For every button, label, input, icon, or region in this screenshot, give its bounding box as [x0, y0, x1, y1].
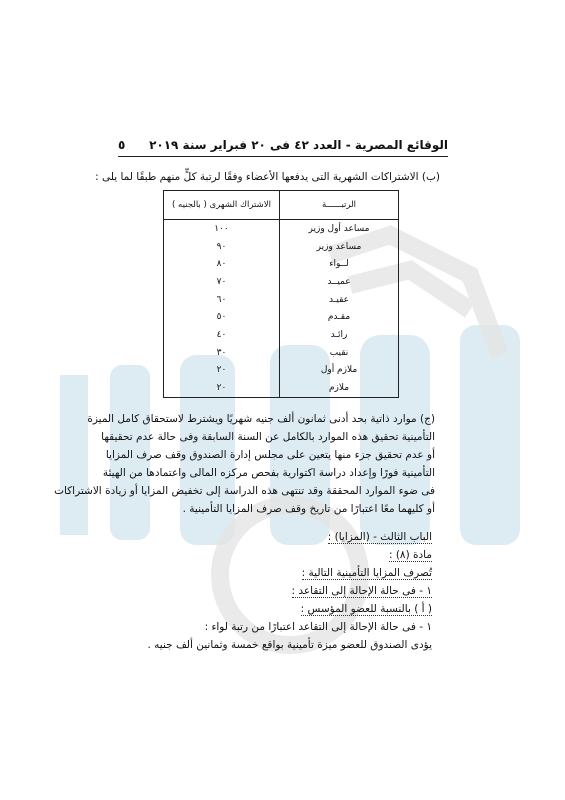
table-row — [164, 238, 399, 256]
rank-cell: عقيـد — [280, 291, 399, 309]
item-1: ١ - فى حالة الإحالة إلى التقاعد : — [291, 585, 432, 597]
subscriptions-intro: (ب) الاشتراكات الشهرية التى يدفعها الأعضاء وفقًا لرتبة كلٍّ منهم طبقًا لما يلى : — [95, 171, 440, 183]
amount-cell: ٥٠ — [164, 308, 280, 326]
table-header-row — [164, 191, 399, 220]
table-row — [164, 255, 399, 273]
table-row — [164, 291, 399, 309]
table-row — [164, 326, 399, 344]
clause-c-line: التأمينية فورًا وإعداد دراسة اكتوارية بفحص مركزه المالى واعتمادها من الهيئة — [102, 467, 435, 479]
running-title: الوقائع المصرية - العدد ٤٢ فى ٢٠ فبراير سنة ٢٠١٩ — [149, 138, 448, 152]
page-header — [118, 130, 448, 152]
rank-cell: نقيب — [280, 344, 399, 362]
table-row — [164, 308, 399, 326]
article-8 — [112, 528, 432, 654]
table-row — [164, 344, 399, 362]
amount-cell: ٩٠ — [164, 238, 280, 256]
chapter-heading: الباب الثالث - (المزايا) : — [327, 531, 432, 543]
subscriptions-table — [163, 190, 399, 398]
rank-cell: عميــد — [280, 273, 399, 291]
item-a: ( أ ) بالنسبة للعضو المؤسس : — [300, 603, 432, 615]
rank-cell: مساعد وزير — [280, 238, 399, 256]
rank-cell: رائـد — [280, 326, 399, 344]
amount-cell: ٢٠ — [164, 362, 280, 380]
clause-c — [54, 410, 435, 518]
clause-c-line: أو كليهما معًا اعتبارًا من تاريخ وقف صرف المزايا التأمينية . — [182, 503, 435, 515]
rank-cell: مساعد أول وزير — [280, 220, 399, 238]
amount-cell: ٣٠ — [164, 344, 280, 362]
column-header-amount: الاشتراك الشهرى ( بالجنيه ) — [164, 191, 280, 220]
clause-c-line: التأمينية تحقيق هذه الموارد بالكامل عن السنة السابقة وفى حالة عدم تحقيقها — [101, 431, 435, 443]
clause-c-line: (ج) موارد ذاتية بحد أدنى ثمانون ألف جنيه شهريًا ويشترط لاستحقاق كامل الميزة — [87, 413, 435, 425]
subitem-1: ١ - فى حالة الإحالة إلى التقاعد اعتبارًا من رتبة لواء : — [204, 621, 432, 633]
table-row — [164, 273, 399, 291]
rank-cell: لــواء — [280, 255, 399, 273]
table-row — [164, 379, 399, 397]
header-rule — [118, 156, 448, 157]
clause-c-line: فى ضوء الموارد المحققة وقد تنتهى هذه الدراسة إلى تخفيض المزايا أو زيادة الاشتراكات — [54, 485, 435, 497]
rank-cell: مقـدم — [280, 308, 399, 326]
clause-c-line: أو عدم تحقيق جزء منها يتعين على مجلس إدارة الصندوق وقف صرف المزايا — [105, 449, 435, 461]
amount-cell: ٧٠ — [164, 273, 280, 291]
table-row — [164, 220, 399, 238]
amount-cell: ٦٠ — [164, 291, 280, 309]
subitem-1-text: يؤدى الصندوق للعضو ميزة تأمينية بواقع خمسة وثمانين ألف جنيه . — [147, 639, 432, 651]
page-number: ٥ — [118, 138, 126, 152]
rank-cell: ملازم — [280, 379, 399, 397]
column-header-rank: الرتبــــــة — [280, 191, 399, 220]
rank-cell: ملازم أول — [280, 362, 399, 380]
amount-cell: ١٠٠ — [164, 220, 280, 238]
amount-cell: ٨٠ — [164, 255, 280, 273]
amount-cell: ٢٠ — [164, 379, 280, 397]
article-intro: تُصرف المزايا التأمينية التالية : — [301, 567, 432, 579]
amount-cell: ٤٠ — [164, 326, 280, 344]
table-row — [164, 362, 399, 380]
article-number: مادة (٨) : — [388, 549, 432, 561]
